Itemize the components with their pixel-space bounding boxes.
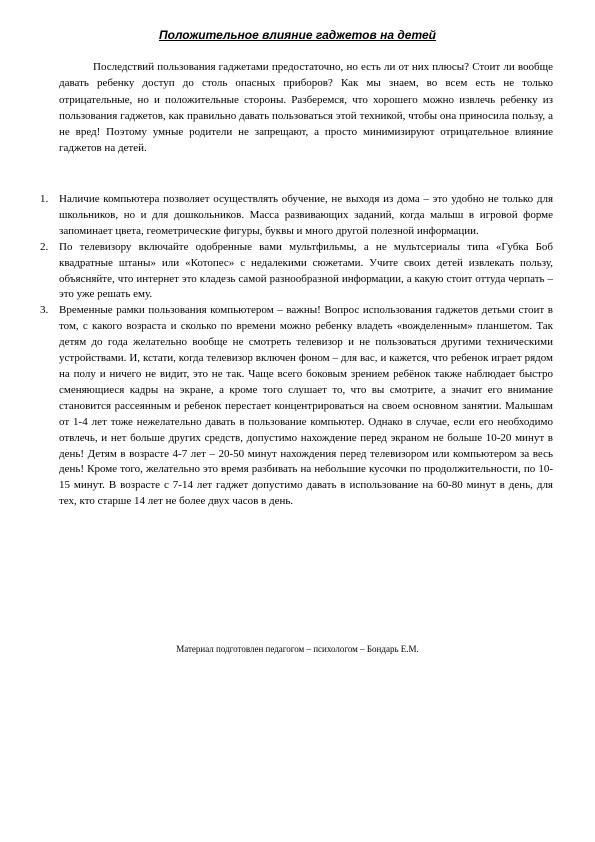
list-item	[40, 240, 553, 304]
author-signature: Материал подготовлен педагогом – психологом – Бондарь Е.М.	[176, 644, 419, 654]
list-item-text: Временные рамки пользования компьютером – важны! Вопрос использования гаджетов детьми стоит в том, с какого возраста и сколько по времени можно ребенку владеть «вожделенным» планшетом. Так детям до года желательно вообще не смотреть телевизор и не пользоваться другими техническими устройствами. И, кстати, когда телевизор включен фоном – для вас, и кажется, что ребенок играет рядом на полу и ничего не видит, это не так. Чаще всего боковым зрением ребёнок также наблюдает быстро сменяющиеся кадры на экране, а кроме того слушает то, что вы смотрите, а значит его внимание становится рассеянным и ребенок перестает концентрироваться на своем основном занятии. Малышам от 1-4 лет тоже нежелательно давать в пользование компьютер. Однако в случае, если его необходимо отвлечь, и нет больше других средств, допустимо нахождение перед экраном не больше 10-20 минут в день! Детям в возрасте 4-7 лет – 20-50 минут нахождения перед телевизором или компьютером за весь день! Кроме того, желательно это время разбивать на небольшие кусочки по продолжительности, по 10-15 минут. В возрасте с 7-14 лет гаджет допустимо давать в использование на 60-80 минут в день, для тех, кто старше 14 лет не более двух часов в день.	[59, 304, 553, 508]
list-item-text: По телевизору включайте одобренные вами мультфильмы, а не мультсериалы типа «Губка Боб квадратные штаны» или «Котопес» с недалекими сюжетами. Учите своих детей извлекать пользу, объясняйте, что интернет это кладезь самой разнообразной информации, а какую стоит оттуда черпать – это уже решать ему.	[59, 240, 553, 301]
list-item-text: Наличие компьютера позволяет осуществлять обучение, не выходя из дома – это удобно не только для школьников, но и для дошкольников. Масса развивающих заданий, когда малыш в игровой форме запоминает цвета, геометрические фигуры, буквы и много другой полезной информации.	[59, 193, 553, 237]
list-item-number: 2.	[40, 240, 49, 253]
list-item	[40, 192, 553, 240]
list-item-number: 3.	[40, 304, 49, 317]
numbered-list	[40, 192, 553, 510]
document-title: Положительное влияние гаджетов на детей	[159, 28, 436, 42]
list-item-number: 1.	[40, 193, 49, 205]
list-item	[40, 303, 553, 510]
intro-paragraph: Последствий пользования гаджетами предостаточно, но есть ли от них плюсы? Стоит ли вообще давать ребенку доступ до столь опасных приборов? Как мы знаем, во всем есть не только отрицательные, но и положительные стороны. Разберемся, что хорошего можно извлечь ребенку из пользования гаджетов, как правильно давать пользоваться этой техникой, чтобы она приносила пользу, а не вред! Поэтому умные родители не запрещают, а просто минимизируют отрицательное влияние гаджетов на детей.	[59, 61, 553, 155]
